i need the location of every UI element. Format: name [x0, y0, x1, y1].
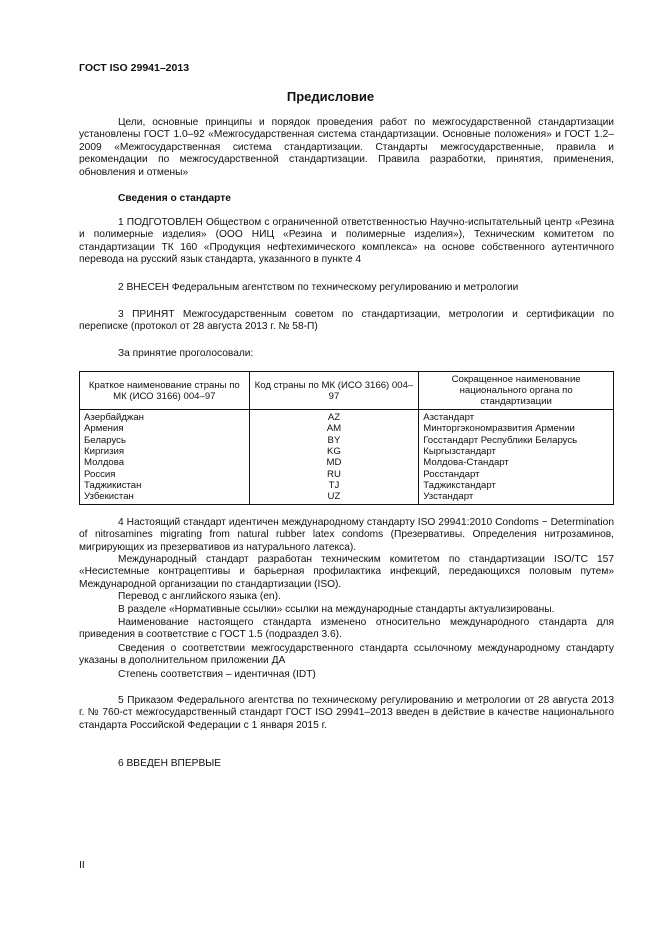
item-2-paragraph: 2 ВНЕСЕН Федеральным агентством по техническому регулированию и метрологии — [118, 282, 519, 293]
body-cell: Азстандарт — [419, 410, 614, 424]
body-cell: Кыргызстандарт — [419, 446, 614, 457]
table-row — [80, 423, 614, 434]
country-cell: Азербайджан — [80, 410, 250, 424]
body-cell: Таджикстандарт — [419, 480, 614, 491]
voting-table — [79, 371, 614, 505]
intro-paragraph: Цели, основные принципы и порядок проведения работ по межгосударственной стандартизации установлены ГОСТ 1.0–92 «Межгосударственная система стандартизации. Основные положения» и ГОСТ 1.2–2009 «Межгосударственная система стандартизации. Стандарты межгосударственные, правила и рекомендации по межгосударственной стандартизации. Правила разработки, принятия, применения, обновления и отмены» — [79, 117, 614, 178]
code-cell: BY — [249, 435, 419, 446]
table-row — [80, 480, 614, 491]
body-cell: Узстандарт — [419, 491, 614, 505]
code-cell: AZ — [249, 410, 419, 424]
body-cell: Госстандарт Республики Беларусь — [419, 435, 614, 446]
item-1-paragraph: 1 ПОДГОТОВЛЕН Обществом с ограниченной ответственностью Научно-испытательный центр «Резина и полимерные изделия» (ООО НИЦ «Резина и полимерные изделия»), Техническим комитетом по стандартизации ТК 160 «Продукция нефтехимического комплекса» на основе собственного аутентичного перевода на русский язык стандарта, указанного в пункте 4 — [79, 217, 614, 266]
country-cell: Молдова — [80, 457, 250, 468]
country-cell: Киргизия — [80, 446, 250, 457]
code-cell: KG — [249, 446, 419, 457]
code-cell: MD — [249, 457, 419, 468]
code-cell: AM — [249, 423, 419, 434]
table-row — [80, 410, 614, 424]
page-title: Предисловие — [286, 89, 375, 104]
code-cell: RU — [249, 468, 419, 479]
country-cell: Узбекистан — [80, 491, 250, 505]
country-cell: Таджикистан — [80, 480, 250, 491]
table-header-row — [80, 372, 614, 410]
table-row — [80, 446, 614, 457]
code-cell: UZ — [249, 491, 419, 505]
item-3-paragraph: 3 ПРИНЯТ Межгосударственным советом по стандартизации, метрологии и сертификации по переписке (протокол от 28 августа 2013 г. № 58-П) — [79, 309, 614, 333]
page-number: II — [79, 859, 85, 871]
country-cell: Армения — [80, 423, 250, 434]
country-cell: Беларусь — [80, 435, 250, 446]
item-5-paragraph: 5 Приказом Федерального агентства по техническому регулированию и метрологии от 28 августа 2013 г. № 760-ст межгосударственный стандарт ГОСТ ISO 29941–2013 введен в действие в качестве национального стандарта Российской Федерации с 1 января 2015 г. — [79, 695, 614, 731]
item-4-conformity-paragraph: Сведения о соответствии межгосударственного стандарта ссылочному международному стандарту указаны в дополнительном приложении ДА — [79, 643, 614, 667]
body-cell: Росстандарт — [419, 468, 614, 479]
table-row — [80, 468, 614, 479]
table-row — [80, 435, 614, 446]
column-header-body: Сокращенное наименование национального органа по стандартизации — [419, 372, 614, 410]
column-header-code: Код страны по МК (ИСО 3166) 004–97 — [249, 372, 419, 410]
section-heading: Сведения о стандарте — [118, 193, 231, 204]
item-4-degree-line: Степень соответствия – идентичная (IDT) — [118, 669, 316, 680]
item-4-name-change-paragraph: Наименование настоящего стандарта изменено относительно международного стандарта для приведения в соответствие с ГОСТ 1.5 (подраздел 3.6). — [79, 617, 614, 641]
body-cell: Минторгэкономразвития Армении — [419, 423, 614, 434]
item-4-translation-line: Перевод с английского языка (en). — [118, 591, 281, 602]
document-code: ГОСТ ISO 29941–2013 — [79, 62, 190, 74]
item-6-paragraph: 6 ВВЕДЕН ВПЕРВЫЕ — [118, 758, 222, 769]
code-cell: TJ — [249, 480, 419, 491]
body-cell: Молдова-Стандарт — [419, 457, 614, 468]
table-row — [80, 457, 614, 468]
table-row — [80, 491, 614, 505]
item-4-paragraph: 4 Настоящий стандарт идентичен международному стандарту ISO 29941:2010 Condoms − Determination of nitrosamines migrating from natural rubber latex condoms (Презервативы. Определения нитрозаминов, мигрирующих из презервативов из натурального латекса). — [79, 517, 614, 553]
item-4-tc-paragraph: Международный стандарт разработан техническим комитетом по стандартизации ISO/TC 157 «Несистемные контрацептивы и барьерная профилактика инфекций, передающихся половым путем» Международной организации по стандартизации (ISO). — [79, 554, 614, 590]
column-header-country: Краткое наименование страны по МК (ИСО 3166) 004–97 — [80, 372, 250, 410]
vote-label: За принятие проголосовали: — [118, 348, 254, 359]
country-cell: Россия — [80, 468, 250, 479]
item-4-references-line: В разделе «Нормативные ссылки» ссылки на международные стандарты актуализированы. — [118, 604, 555, 615]
